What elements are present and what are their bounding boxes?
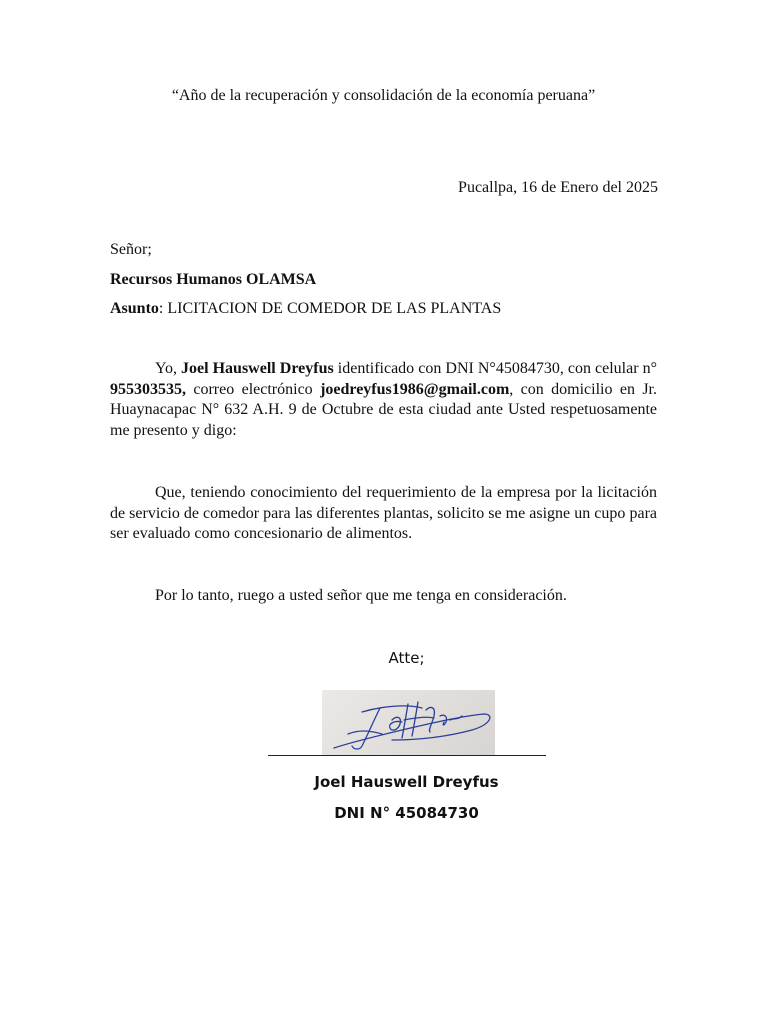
signature-image [322,690,495,756]
place-date: Pucallpa, 16 de Enero del 2025 [458,179,658,196]
applicant-phone: 955303535, [110,380,186,398]
signer-name: Joel Hauswell Dreyfus [314,773,499,791]
applicant-name: Joel Hauswell Dreyfus [181,360,334,377]
signature-line [268,755,546,756]
year-motto: “Año de la recuperación y consolidación de la economía peruana” [171,87,596,104]
paragraph-request: Que, teniendo conocimiento del requerimiento de la empresa por la licitación de servicio de comedor para las diferentes plantas, solicito se me asigne un cupo para ser evaluado como concesionario de alimentos. [110,484,657,542]
signature-scribble [322,690,495,756]
subject-line [110,300,657,318]
para1-text-3: correo electrónico [186,380,321,398]
subject-label: Asunto [110,300,159,317]
closing-word: Atte; [388,649,425,667]
para1-text-2: identificado con DNI N°45084730, con celular n° [333,360,658,377]
para1-text-4: , con domicilio en Jr. Huaynacapac N° 632 A.H. 9 de Octubre de esta ciudad ante Usted respetuosamente me presento y digo: [110,380,657,439]
paragraph-closing: Por lo tanto, ruego a usted señor que me tenga en consideración. [155,587,567,604]
recipient: Recursos Humanos OLAMSA [110,271,317,288]
subject-text: : LICITACION DE COMEDOR DE LAS PLANTAS [158,300,502,317]
para1-text-1: Yo, [155,360,182,377]
salutation: Señor; [110,241,152,258]
paragraph-identification [110,359,657,441]
applicant-email: joedreyfus1986@gmail.com [320,380,510,398]
signer-id: DNI N° 45084730 [334,804,479,822]
